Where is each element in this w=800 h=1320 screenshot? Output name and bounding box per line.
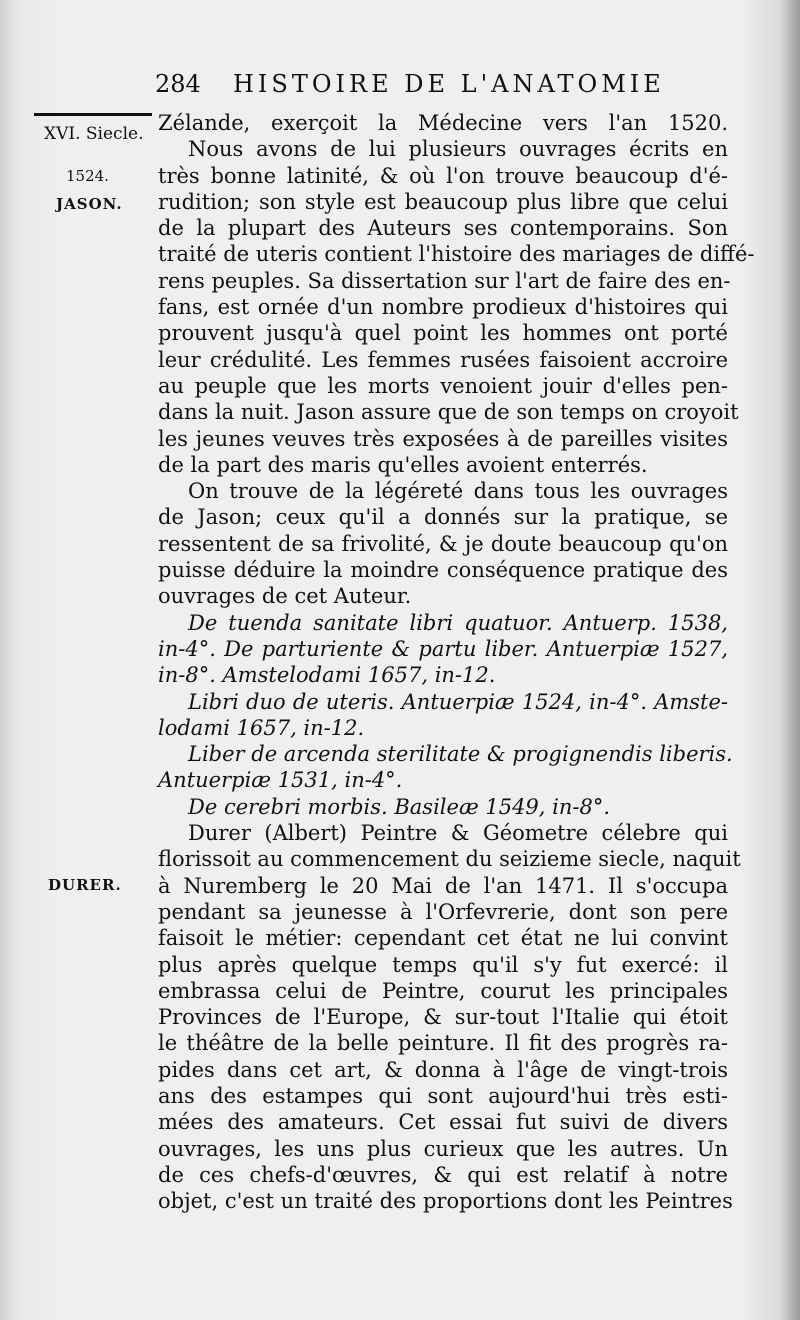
text-line: le théâtre de la belle peinture. Il fit des progrès ra- — [158, 1031, 728, 1056]
text-line: mées des amateurs. Cet essai fut suivi de divers — [158, 1110, 728, 1135]
text-line: pendant sa jeunesse à l'Orfevrerie, dont son pere — [158, 899, 728, 924]
margin-note-durer: DURER. — [48, 876, 122, 894]
text-line: Provinces de l'Europe, & sur-tout l'Italie qui étoit — [158, 1005, 728, 1030]
bibliography-line: lodami 1657, in-12. — [158, 715, 365, 740]
bibliography-line: Libri duo de uteris. Antuerpiæ 1524, in-4°. Amste- — [188, 689, 728, 714]
text-line: de Jason; ceux qu'il a donnés sur la pratique, se — [158, 505, 728, 530]
bibliography-line: De cerebri morbis. Basileæ 1549, in-8°. — [188, 794, 611, 819]
text-line: de la part des maris qu'elles avoient enterrés. — [158, 452, 648, 477]
running-header — [155, 70, 740, 106]
text-line: rudition; son style est beaucoup plus libre que celui — [158, 189, 728, 214]
bibliography-line: Liber de arcenda sterilitate & progignendis liberis. — [188, 742, 733, 767]
body-text — [158, 110, 755, 1214]
text-line: objet, c'est un traité des proportions dont les Peintres — [158, 1189, 733, 1214]
text-line: On trouve de la légéreté dans tous les ouvrages — [188, 479, 728, 504]
text-line: de ces chefs-d'œuvres, & qui est relatif à notre — [158, 1162, 728, 1187]
bibliography-line: Antuerpiæ 1531, in-4°. — [158, 768, 403, 793]
text-line: à Nuremberg le 20 Mai de l'an 1471. Il s'occupa — [158, 873, 728, 898]
text-line: puisse déduire la moindre conséquence pratique des — [158, 558, 728, 583]
bibliography-line: in-8°. Amstelodami 1657, in-12. — [158, 663, 496, 688]
bibliography-line: in-4°. De parturiente & partu liber. Antuerpiæ 1527, — [158, 636, 728, 661]
margin-note-century: XVI. Siecle. — [44, 124, 144, 144]
text-line: au peuple que les morts venoient jouir d'elles pen- — [158, 373, 728, 398]
text-line: faisoit le métier: cependant cet état ne lui convint — [158, 926, 728, 951]
bibliography-line: De tuenda sanitate libri quatuor. Antuerp. 1538, — [188, 610, 728, 635]
running-title: HISTOIRE DE L'ANATOMIE — [233, 70, 665, 98]
text-line: plus après quelque temps qu'il s'y fut exercé: il — [158, 952, 728, 977]
text-line: prouvent jusqu'à quel point les hommes ont porté — [158, 321, 728, 346]
text-line: traité de uteris contient l'histoire des mariages de diffé- — [158, 242, 755, 267]
margin-rule — [34, 113, 152, 116]
text-line: rens peuples. Sa dissertation sur l'art de faire des en- — [158, 268, 731, 293]
text-line: Durer (Albert) Peintre & Géometre célebre qui — [188, 821, 728, 846]
text-line: pides dans cet art, & donna à l'âge de vingt-trois — [158, 1057, 728, 1082]
text-line: embrassa celui de Peintre, courut les principales — [158, 978, 728, 1003]
margin-note-year: 1524. — [66, 167, 109, 185]
text-line: leur crédulité. Les femmes rusées faisoient accroire — [158, 347, 728, 372]
text-line: de la plupart des Auteurs ses contemporains. Son — [158, 216, 728, 241]
text-line: ouvrages de cet Auteur. — [158, 584, 412, 609]
text-line: fans, est ornée d'un nombre prodieux d'histoires qui — [158, 295, 728, 320]
text-line: ouvrages, les uns plus curieux que les autres. Un — [158, 1136, 728, 1161]
text-line: florissoit au commencement du seizieme siecle, naquit — [158, 847, 741, 872]
text-line: dans la nuit. Jason assure que de son temps on croyoit — [158, 400, 739, 425]
text-line: ressentent de sa frivolité, & je doute beaucoup qu'on — [158, 531, 728, 556]
page-number: 284 — [155, 70, 201, 98]
text-line: les jeunes veuves très exposées à de pareilles visites — [158, 426, 728, 451]
text-line: Zélande, exerçoit la Médecine vers l'an 1520. — [158, 111, 728, 135]
text-line: très bonne latinité, & où l'on trouve beaucoup d'é- — [158, 163, 728, 188]
text-line: Nous avons de lui plusieurs ouvrages écrits en — [188, 137, 728, 162]
margin-note-jason: JASON. — [56, 195, 123, 213]
text-line: ans des estampes qui sont aujourd'hui très esti- — [158, 1083, 728, 1108]
